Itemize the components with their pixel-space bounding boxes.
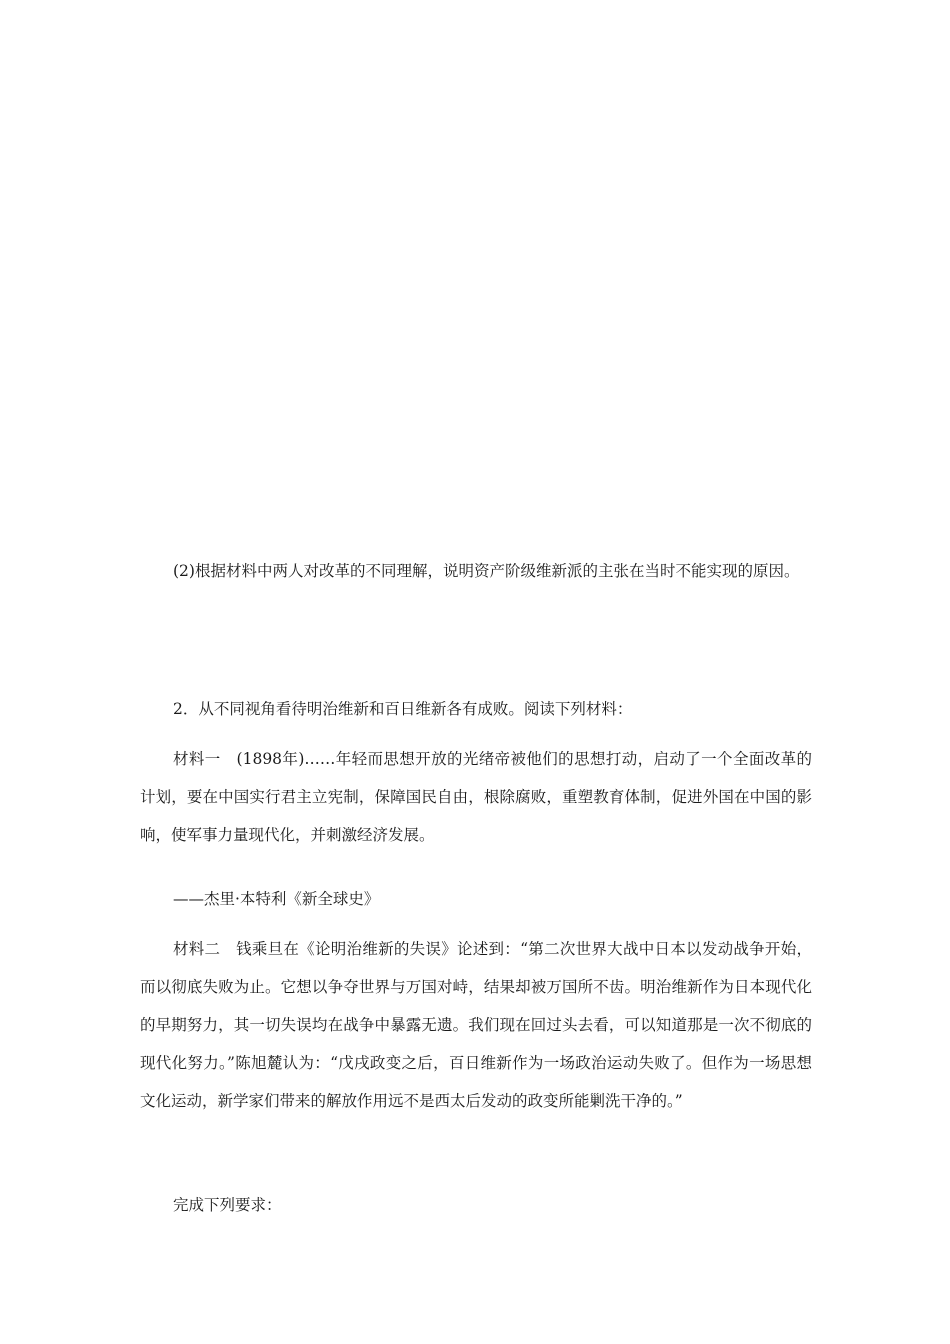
- material-1-source: ——杰里·本特利《新全球史》: [173, 890, 380, 908]
- task-instruction: 完成下列要求：: [173, 1196, 282, 1214]
- question-2-intro: 2．从不同视角看待明治维新和百日维新各有成败。阅读下列材料：: [173, 700, 633, 718]
- material-2-paragraph: 材料二 钱乘旦在《论明治维新的失误》论述到：“第二次世界大战中日本以发动战争开始，而以彻底失败为止。它想以争夺世界与万国对峙，结果却被万国所不齿。明治维新作为日本现代化的早期努力，其一切失误均在战争中暴露无遗。我们现在回过头去看，可以知道那是一次不彻底的现代化努力。”陈旭麓认为：“戊戌政变之后，百日维新作为一场政治运动失败了。但作为一场思想文化运动，新学家们带来的解放作用远不是西太后发动的政变所能剿洗干净的。”: [140, 940, 812, 1110]
- material-1-paragraph: 材料一 (1898年)……年轻而思想开放的光绪帝被他们的思想打动，启动了一个全面改革的计划，要在中国实行君主立宪制，保障国民自由，根除腐败，重塑教育体制，促进外国在中国的影响，使军事力量现代化，并刺激经济发展。: [140, 750, 812, 844]
- question-1-part-2: (2)根据材料中两人对改革的不同理解，说明资产阶级维新派的主张在当时不能实现的原因。: [173, 562, 800, 580]
- answer-blank-space: [140, 60, 812, 540]
